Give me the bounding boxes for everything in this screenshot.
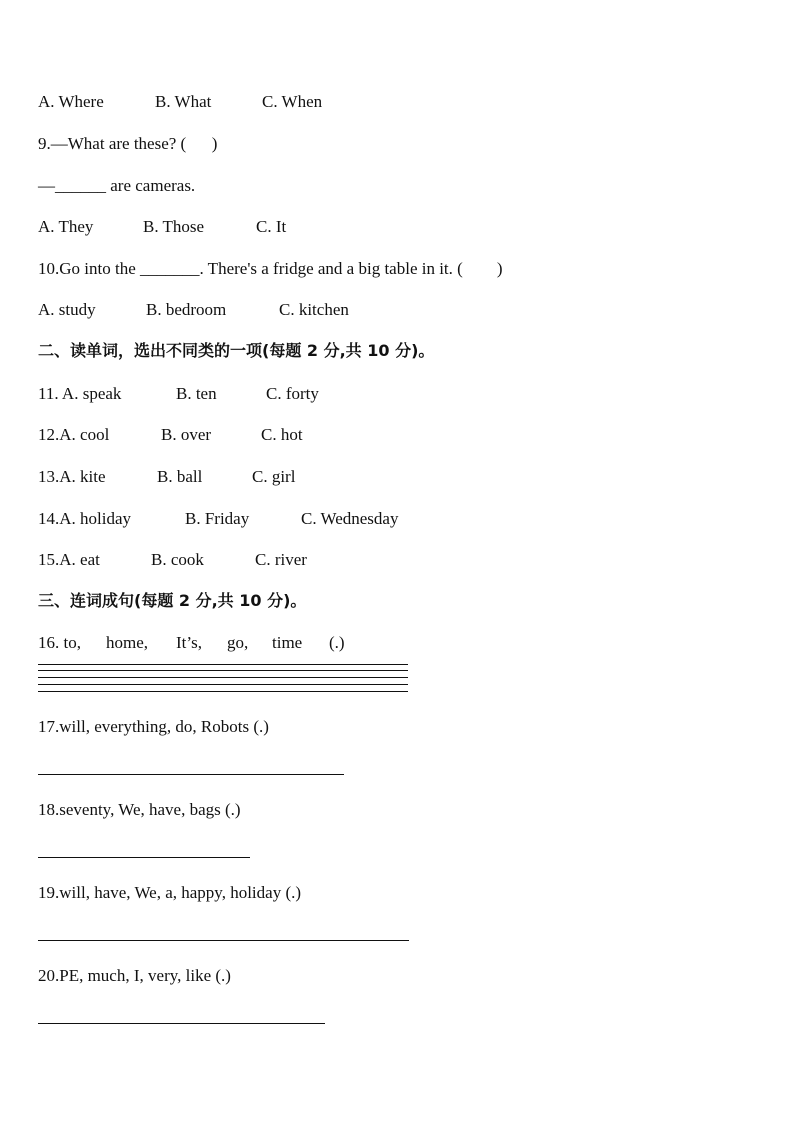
- q16-word-3: It’s,: [176, 633, 202, 652]
- q16-word-4: go,: [227, 633, 249, 652]
- q12-option-a: 12.A. cool: [38, 425, 110, 444]
- q14-option-c: C. Wednesday: [301, 509, 399, 528]
- q8-option-c: C. When: [262, 92, 323, 111]
- q16-word-6: (.): [329, 633, 345, 652]
- q9-option-c: C. It: [256, 217, 287, 236]
- q16-answer-line-3[interactable]: [38, 677, 408, 678]
- q16-word-2: home,: [106, 633, 149, 652]
- section-2-heading: 二、读单词，选出不同类的一项(每题 2 分,共 10 分)。: [38, 341, 435, 360]
- q13-option-b: B. ball: [157, 467, 203, 486]
- q9-answer-prompt: —______ are cameras.: [38, 176, 196, 195]
- q16-word-5: time: [272, 633, 303, 652]
- q14-option-a: 14.A. holiday: [38, 509, 132, 528]
- q19-prompt: 19.will, have, We, a, happy, holiday (.): [38, 883, 302, 902]
- q18-answer-line[interactable]: [38, 857, 250, 858]
- q8-option-a: A. Where: [38, 92, 104, 111]
- q10-question: 10.Go into the _______. There's a fridge and a big table in it. ( ): [38, 259, 503, 278]
- q8-option-b: B. What: [155, 92, 212, 111]
- q11-option-a: 11. A. speak: [38, 384, 122, 403]
- q16-answer-line-4[interactable]: [38, 684, 408, 685]
- q11-option-b: B. ten: [176, 384, 217, 403]
- q12-option-b: B. over: [161, 425, 212, 444]
- q9-option-b: B. Those: [143, 217, 205, 236]
- q19-answer-line[interactable]: [38, 940, 409, 941]
- q15-option-c: C. river: [255, 550, 307, 569]
- q10-option-c: C. kitchen: [279, 300, 349, 319]
- q16-answer-line-1[interactable]: [38, 664, 408, 665]
- q12-option-c: C. hot: [261, 425, 303, 444]
- q17-answer-line[interactable]: [38, 774, 344, 775]
- q14-option-b: B. Friday: [185, 509, 250, 528]
- q9-question: 9.—What are these? ( ): [38, 134, 218, 153]
- q10-option-a: A. study: [38, 300, 96, 319]
- q15-option-a: 15.A. eat: [38, 550, 100, 569]
- q15-option-b: B. cook: [151, 550, 204, 569]
- q13-option-c: C. girl: [252, 467, 296, 486]
- q20-prompt: 20.PE, much, I, very, like (.): [38, 966, 231, 985]
- section-3-heading: 三、连词成句(每题 2 分,共 10 分)。: [38, 591, 307, 610]
- q20-answer-line[interactable]: [38, 1023, 325, 1024]
- q10-option-b: B. bedroom: [146, 300, 227, 319]
- q17-prompt: 17.will, everything, do, Robots (.): [38, 717, 269, 736]
- q11-option-c: C. forty: [266, 384, 319, 403]
- q16-answer-line-5[interactable]: [38, 691, 408, 692]
- q9-option-a: A. They: [38, 217, 94, 236]
- q13-option-a: 13.A. kite: [38, 467, 106, 486]
- q16-answer-line-2[interactable]: [38, 670, 408, 671]
- q16-word-1: 16. to,: [38, 633, 81, 652]
- q18-prompt: 18.seventy, We, have, bags (.): [38, 800, 241, 819]
